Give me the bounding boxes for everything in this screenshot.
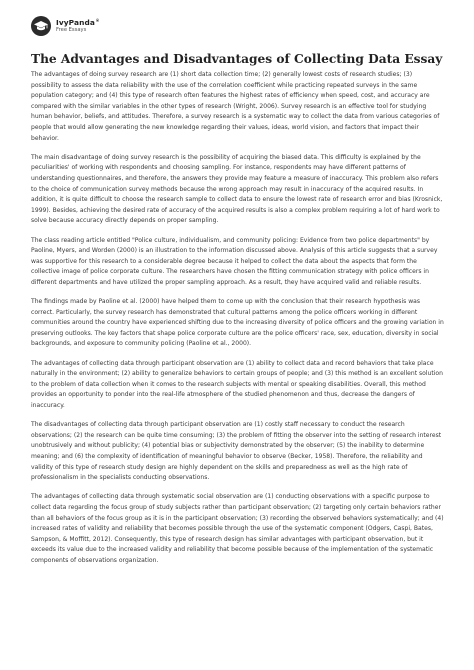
paragraph: The main disadvantage of doing survey research is the possibility of acquiring the biased data. This difficulty is explained by the peculiarities' of working with respondents and choosing sampling. For instance, respondents may have different patterns of understanding questionnaires, and therefore, the answers they provide may feature a measure of inaccuracy. This problem also refers to the choice of communication survey methods because the wrong approach may result in inaccuracy of the acquired results. In addition, it is quite difficult to choose the research sample to collect data to ensure the lowest rate of research error and bias (Krosnick, 1999). Besides, achieving the desired rate of accuracy of the acquired results is also a complex problem requiring a lot of hard work to solve because accuracy directly depends on proper sampling.	[31, 153, 443, 225]
paragraph: The findings made by Paoline et al. (2000) have helped them to come up with the conclusion that their research hypothesis was correct. Particularly, the survey research has demonstrated that cultural patterns among the police officers working in different communities around the country have experienced shifting due to the increasing diversity of police officers and the growing variation in preserving outlooks. The key factors that shape police corporate culture are the police officers' race, sex, education, diversity in social backgrounds, and exposure to community policing (Paoline et al., 2000).	[31, 298, 444, 348]
graduation-cap-icon[interactable]	[31, 16, 51, 36]
paragraph: The advantages of collecting data through participant observation are (1) ability to collect data and record behaviors that take place naturally in the environment; (2) ability to generalize behaviors to certain groups of people; and (3) this method is an excellent solution to the problem of data collection when it comes to the research subjects with mental or speaking disabilities. Overall, this method provides an opportunity to ponder into the real-life atmosphere of the studied phenomenon and thus, decrease the dangers of inaccuracy.	[31, 359, 443, 409]
paragraph: The class reading article entitled "Police culture, individualism, and community policing: Evidence from two police departments" by Paoline, Myers, and Worden (2000) is an illustration to the information discussed above. Analysis of this article suggests that a survey was supportive for this research to a considerable degree because it helped to collect the data about the aspects that form the collective image of police corporate culture. The researchers have chosen the fitting communication strategy with police officers in different departments and have utilized the proper sampling approach. As a result, they have acquired valid and reliable results.	[31, 236, 438, 286]
brand-name: IvyPanda®	[56, 17, 100, 27]
essay-body	[31, 70, 444, 575]
paragraph: The disadvantages of collecting data through participant observation are (1) costly staff necessary to conduct the research observations; (2) the research can be quite time consuming; (3) the problem of fitting the observer into the setting of research interest unobtrusively and without publicity; (4) potential bias or subjectivity demonstrated by the observer; (5) the inability to determine meaning; and (6) the complexity of identification of meaningful behavior to observe (Becker, 1958). Therefore, the reliability and validity of this type of research study design are highly dependent on the skills and preparedness as well as the high rate of professionalism in the specialists conducting observations.	[31, 421, 442, 482]
brand-tagline: Free Essays	[56, 27, 87, 34]
essay-title: The Advantages and Disadvantages of Collecting Data Essay	[31, 52, 443, 66]
registered-mark: ®	[95, 17, 100, 23]
paragraph: The advantages of doing survey research are (1) short data collection time; (2) generally lowest costs of research studies; (3) possibility to assess the data reliability with the use of the correlation coefficient while practicing repeated surveys in the same population category; and (4) this type of research often features the highest rates of efficiency when speed, cost, and accuracy are compared with the similar variables in the other types of research (Wright, 2006). Survey research is an effective tool for studying human behavior, beliefs, and attitudes. Therefore, a survey research is a systematic way to collect the data from various categories of people that would allow generating the new knowledge regarding their values, ideas, world vision, and factors that impact their behavior.	[31, 71, 440, 142]
brand[interactable]	[56, 19, 100, 34]
paragraph: The advantages of collecting data through systematic social observation are (1) conducting observations with a specific purpose to collect data regarding the focus group of study subjects rather than participant observation; (2) targeting only certain behaviors rather than all behaviors of the focus group as it is in the participant observation; (3) recording the observed behaviors systematically; and (4) increased rates of validity and reliability that becomes possible through the use of the systematic component (Odgers, Caspi, Bates, Sampson, & Moffitt, 2012). Consequently, this type of research design has similar advantages with participant observation, but it exceeds its value due to the increased validity and reliability that become possible because of the implementation of the systematic components of observations organization.	[31, 493, 444, 564]
site-header	[31, 16, 100, 36]
